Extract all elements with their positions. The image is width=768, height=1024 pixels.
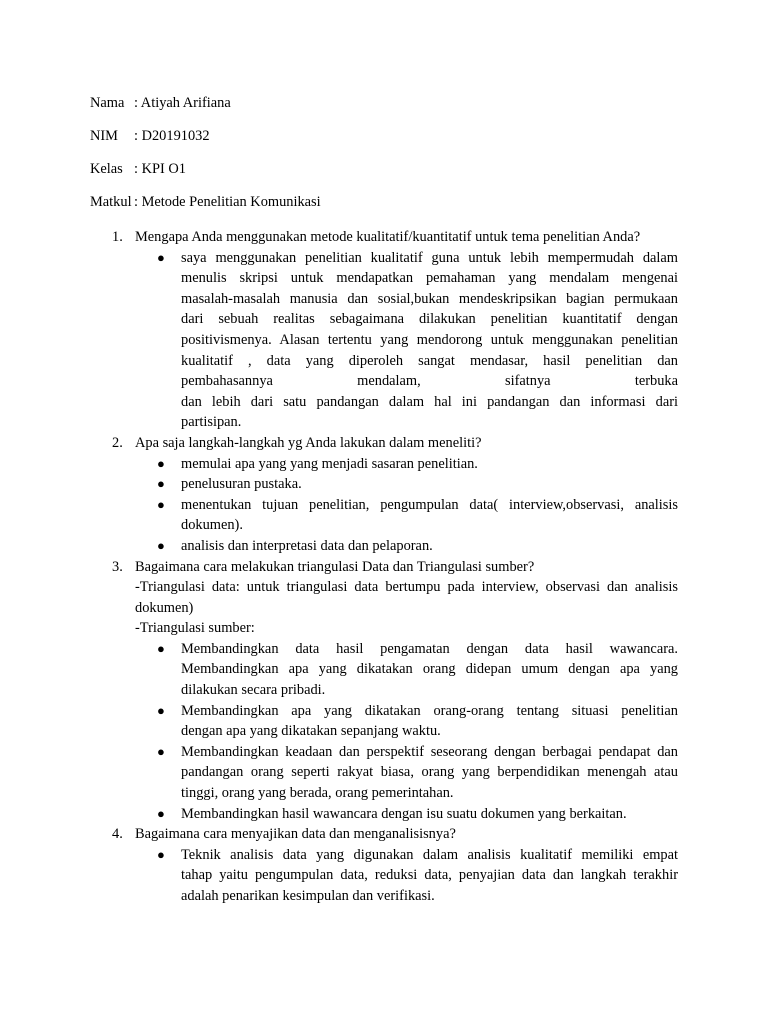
answer-bullet [135, 495, 678, 536]
question-item [90, 227, 678, 433]
answer-line: pembahasannya mendalam, sifatnya terbuka [181, 373, 678, 390]
answer-line: dokumen). [181, 517, 243, 534]
answer-bullet-list [135, 248, 678, 433]
answer-line: positivismenya. Alasan tertentu yang mendorong untuk menggunakan penelitian [181, 331, 678, 348]
answer-line: Membandingkan hasil wawancara dengan isu suatu dokumen yang berkaitan. [181, 805, 627, 822]
answer-line: dan lebih dari satu pandangan dalam hal ini pandangan dan informasi dari [181, 393, 678, 410]
question-item [90, 557, 678, 825]
answer-line: dengan apa yang dikatakan sepanjang waktu. [181, 723, 441, 740]
question-number: 4. [112, 826, 123, 843]
info-row [90, 160, 650, 193]
info-value: : Metode Penelitian Komunikasi [134, 194, 321, 210]
question-text: Bagaimana cara menyajikan data dan menganalisisnya? [135, 826, 456, 843]
bullet-dot-icon: ● [157, 455, 165, 471]
answer-line: Membandingkan apa yang dikatakan orang-orang tentang situasi penelitian [181, 702, 678, 719]
answer-bullet [135, 474, 678, 495]
answer-bullet [135, 454, 678, 475]
answer-bullet [135, 804, 678, 825]
answer-bullet-list [135, 845, 678, 907]
info-label: Nama [90, 95, 125, 111]
answer-bullet [135, 845, 678, 907]
question-text: Bagaimana cara melakukan triangulasi Data dan Triangulasi sumber? [135, 558, 535, 575]
answer-bullet [135, 639, 678, 701]
question-number: 3. [112, 558, 123, 575]
bullet-dot-icon: ● [157, 476, 165, 492]
answer-line: pandangan orang seperti rakyat biasa, orang yang berpendidikan menengah atau [181, 764, 678, 781]
info-label: Kelas [90, 161, 123, 177]
answer-line: Membandingkan apa yang dikatakan orang didepan umum dengan apa yang [181, 661, 678, 678]
answer-line: menentukan tujuan penelitian, pengumpulan data( interview,observasi, analisis [181, 496, 678, 513]
answer-line: analisis dan interpretasi data dan pelaporan. [181, 537, 433, 554]
bullet-dot-icon: ● [157, 537, 165, 553]
answer-line: masalah-masalah manusia dan sosial,bukan mendeskripsikan bagian permukaan [181, 290, 678, 307]
answer-line: memulai apa yang yang menjadi sasaran penelitian. [181, 455, 478, 472]
question-text: Apa saja langkah-langkah yg Anda lakukan dalam meneliti? [135, 434, 482, 451]
answer-line: Teknik analisis data yang digunakan dalam analisis kualitatif memiliki empat [181, 846, 678, 863]
bullet-dot-icon: ● [157, 496, 165, 512]
question-number: 1. [112, 229, 123, 245]
answer-line: tahap yaitu pengumpulan data, reduksi data, penyajian data dan langkah terakhir [181, 867, 678, 884]
info-row [90, 127, 650, 160]
bullet-dot-icon: ● [157, 640, 165, 656]
answer-paragraph: -Triangulasi data: untuk triangulasi data bertumpu pada interview, observasi dan analisis dokumen) [135, 579, 678, 616]
answer-line: tinggi, orang yang berada, orang pemerintahan. [181, 785, 454, 802]
answer-line: dari sebuah realitas sebagaimana dilakukan penelitian kuantitatif dengan [181, 311, 678, 328]
answer-paragraph: -Triangulasi sumber: [135, 620, 255, 637]
answer-line: adalah penarikan kesimpulan dan verifikasi. [181, 888, 435, 904]
bullet-dot-icon: ● [157, 702, 165, 718]
answer-line: partisipan. [181, 414, 242, 431]
answer-line: kualitatif , data yang diperoleh sangat mendasar, hasil penelitian dan [181, 352, 678, 369]
question-item [90, 824, 678, 906]
question-item [90, 433, 678, 557]
question-text: Mengapa Anda menggunakan metode kualitatif/kuantitatif untuk tema penelitian Anda? [135, 229, 641, 245]
answer-bullet [135, 742, 678, 804]
answers-content [90, 227, 678, 907]
bullet-dot-icon: ● [157, 846, 165, 862]
answer-line: menulis skripsi untuk mendapatkan pemahaman yang mendalam mengenai [181, 270, 678, 287]
answer-line: saya menggunakan penelitian kualitatif guna untuk lebih mempermudah dalam [181, 249, 678, 266]
answer-line: penelusuran pustaka. [181, 476, 302, 493]
answer-line: dilakukan secara pribadi. [181, 682, 326, 699]
answer-line: Membandingkan keadaan dan perspektif seseorang dengan berbagai pendapat dan [181, 743, 678, 760]
question-list [90, 227, 678, 907]
bullet-dot-icon: ● [157, 249, 165, 265]
info-value: : Atiyah Arifiana [134, 95, 231, 111]
answer-bullet-list [135, 639, 678, 824]
info-row [90, 94, 650, 127]
info-label: NIM [90, 128, 118, 144]
info-row [90, 193, 650, 226]
question-number: 2. [112, 434, 123, 451]
answer-bullet [135, 701, 678, 742]
info-value: : D20191032 [134, 128, 210, 144]
answer-line: Membandingkan data hasil pengamatan dengan data hasil wawancara. [181, 640, 678, 657]
info-label: Matkul [90, 194, 132, 210]
answer-bullet-list [135, 454, 678, 557]
answer-bullet [135, 536, 678, 557]
info-value: : KPI O1 [134, 161, 186, 177]
student-info [90, 94, 650, 226]
answer-bullet [135, 248, 678, 433]
bullet-dot-icon: ● [157, 805, 165, 821]
bullet-dot-icon: ● [157, 743, 165, 759]
